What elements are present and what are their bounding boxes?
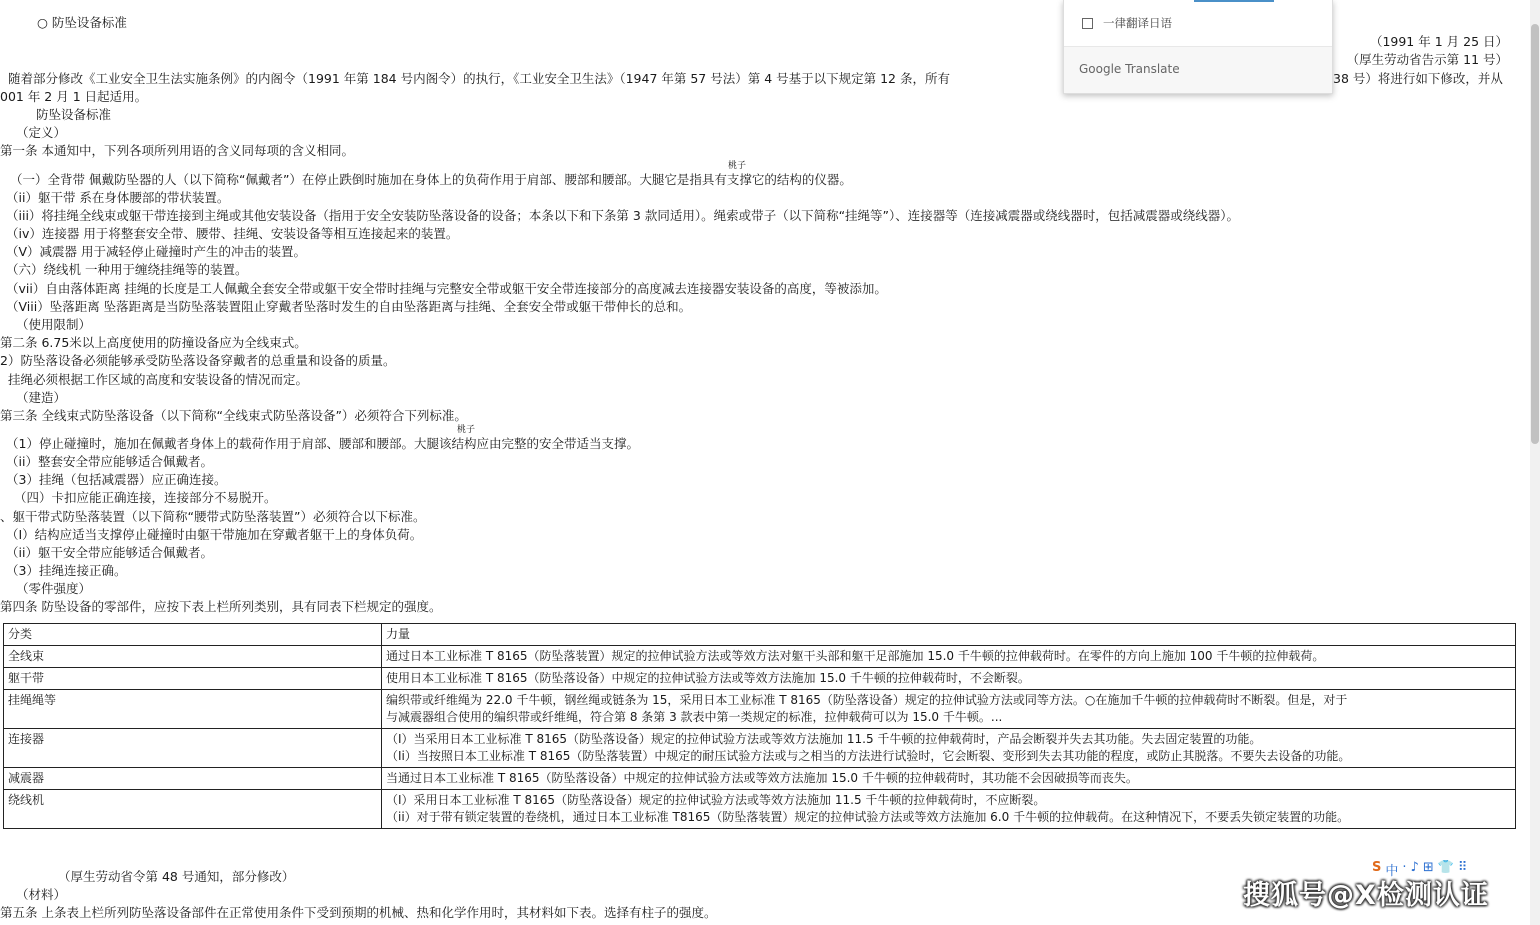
table-cell-category: 减震器 — [4, 768, 382, 790]
always-translate-checkbox[interactable] — [1082, 18, 1093, 29]
strength-line: 编织带或纤维绳为 22.0 千牛顿，钢丝绳或链条为 15，采用日本工业标准 T 8165（防坠落设备）规定的拉伸试验方法或同等方法。○在施加千牛顿的拉伸载荷时不断裂。但是，对于 — [386, 693, 1348, 707]
definition-4: （iv）连接器 用于将整套安全带、腰带、挂绳、安装设备等相互连接起来的装置。 — [6, 226, 459, 241]
section-materials: （材料） — [16, 887, 67, 902]
table-cell-category: 全线束 — [4, 646, 382, 668]
doc-title: 防坠设备标准 — [36, 107, 112, 122]
ime-punctuation-icon[interactable]: · — [1402, 860, 1407, 875]
sogou-ime-icon[interactable]: S — [1372, 860, 1382, 875]
strength-line: 当通过日本工业标准 T 8165（防坠落设备）中规定的拉伸试验方法或等效方法施加 15.0 千牛顿的拉伸载荷时，其功能不会因破损等而丧失。 — [386, 771, 1138, 785]
definition-7: （vii）自由落体距离 挂绳的长度是工人佩戴全套安全带或躯干安全带时挂绳与完整安全带或躯干安全带连接部分的高度减去连接器安装设备的高度，等被添加。 — [6, 281, 887, 296]
table-cell-category: 绕线机 — [4, 790, 382, 829]
article-3-para-2-item-1: （I）结构应适当支撑停止碰撞时由躯干带施加在穿戴者躯干上的身体负荷。 — [6, 527, 423, 542]
strength-line: （I）采用日本工业标准 T 8165（防坠落设备）规定的拉伸试验方法或等效方法施加 11.5 千牛顿的拉伸载荷时，不应断裂。 — [386, 793, 1046, 807]
popup-footer — [1064, 47, 1332, 93]
section-construction: （建造） — [16, 390, 67, 405]
table-row — [4, 768, 1516, 790]
strength-line: 通过日本工业标准 T 8165（防坠落装置）规定的拉伸试验方法或等效方法对躯干头部和躯干足部施加 15.0 千牛顿的拉伸载荷时。在零件的方向上施加 100 千牛顿的拉伸载荷。 — [386, 649, 1325, 663]
article-3-para-2-item-2: （ii）躯干安全带应能够适合佩戴者。 — [6, 545, 213, 560]
article-4: 第四条 防坠设备的零部件，应按下表上栏所列类别，具有同表下栏规定的强度。 — [0, 599, 442, 614]
doc-heading: ○ 防坠设备标准 — [37, 15, 127, 30]
watermark-text: 搜狐号@X检测认证 — [1243, 880, 1489, 911]
strength-line: （I）当采用日本工业标准 T 8165（防坠落设备）规定的拉伸试验方法或等效方法施加 11.5 千牛顿的拉伸载荷时，产品会断裂并失去其功能。失去固定装置的功能。 — [386, 732, 1262, 746]
ime-skin-icon[interactable]: 👕 — [1437, 860, 1454, 875]
article-5: 第五条 上条表上栏所列防坠落设备部件在正常使用条件下受到预期的机械、热和化学作用时，其材料如下表。选择有柱子的强度。 — [0, 905, 717, 920]
table-row — [4, 729, 1516, 768]
strength-table — [3, 623, 1516, 829]
translate-popup — [1063, 0, 1333, 94]
table-row — [4, 690, 1516, 729]
table-cell-category: 连接器 — [4, 729, 382, 768]
definition-2: （ii）躯干带 系在身体腰部的带状装置。 — [6, 190, 230, 205]
ime-menu-icon[interactable]: ⠿ — [1457, 860, 1468, 875]
table-cell-strength — [382, 646, 1516, 668]
definition-8: （Viii）坠落距离 坠落距离是当防坠落装置阻止穿戴者坠落时发生的自由坠落距离与挂绳、全套安全带或躯干带伸长的总和。 — [6, 299, 692, 314]
article-3-para-2: 、躯干带式防坠落装置（以下简称“腰带式防坠落装置”）必须符合以下标准。 — [0, 509, 426, 524]
always-translate-option[interactable] — [1082, 15, 1172, 31]
intro-line-1-end: 38 号）将进行如下修改，并从 — [1333, 71, 1503, 86]
table-footnote: （厚生劳动省令第 48 号通知，部分修改） — [58, 869, 295, 884]
table-row — [4, 790, 1516, 829]
ruby-annotation: 桃子 — [728, 161, 747, 171]
definition-1: （一）全背带 佩戴防坠器的人（以下简称“佩戴者”）在停止跌倒时施加在身体上的负荷作用于肩部、腰部和腰部。大腿它是指具有支撑它的结构的仪器。 — [10, 172, 852, 187]
table-cell-strength — [382, 790, 1516, 829]
definition-3: （iii）将挂绳全线束或躯干带连接到主绳或其他安装设备（指用于安全安装防坠落设备的设备；本条以下和下条第 3 款同适用）。绳索或带子（以下简称“挂绳等”）、连接器等（连接减震器或绕线器时，包括减震器或绕线器）。 — [6, 208, 1240, 223]
page-scrollbar[interactable] — [1530, 0, 1540, 925]
section-usage-limits: （使用限制） — [16, 317, 92, 332]
ime-voice-icon[interactable]: ♪ — [1410, 860, 1419, 875]
strength-line: 与减震器组合使用的编织带或纤维绳，符合第 8 条第 3 款表中第一类规定的标准，拉伸载荷可以为 15.0 千牛顿。... — [386, 710, 1003, 724]
ime-chinese-mode[interactable]: 中 — [1385, 864, 1399, 879]
article-2-para-2: 2）防坠落设备必须能够承受防坠落设备穿戴者的总重量和设备的质量。 — [0, 353, 396, 368]
scrollbar-thumb[interactable] — [1531, 24, 1539, 444]
article-1: 第一条 本通知中，下列各项所列用语的含义同每项的含义相同。 — [0, 143, 354, 158]
always-translate-label: 一律翻译日语 — [1103, 16, 1172, 30]
table-cell-strength — [382, 768, 1516, 790]
article-3-para-2-item-3: （3）挂绳连接正确。 — [6, 563, 127, 578]
section-definitions: （定义） — [16, 125, 67, 140]
table-cell-strength — [382, 668, 1516, 690]
article-3-item-1: （1）停止碰撞时，施加在佩戴者身体上的载荷作用于肩部、腰部和腰部。大腿该结构应由完整的安全带适当支撑。 — [6, 436, 639, 451]
table-cell-category: 挂绳绳等 — [4, 690, 382, 729]
article-3-item-3: （3）挂绳（包括减震器）应正确连接。 — [6, 472, 227, 487]
strength-line: （Ii）当按照日本工业标准 T 8165（防坠落装置）中规定的耐压试验方法或与之相当的方法进行试验时，它会断裂、变形到失去其功能的程度，或防止其脱落。不要失去设备的功能。 — [386, 749, 1351, 763]
article-3-item-2: （ii）整套安全带应能够适合佩戴者。 — [6, 454, 213, 469]
article-3-item-4: （四）卡扣应能正确连接，连接部分不易脱开。 — [14, 490, 277, 505]
popup-accent-bar — [1194, 0, 1274, 2]
table-row — [4, 646, 1516, 668]
table-cell-strength — [382, 690, 1516, 729]
table-header-row — [4, 624, 1516, 646]
table-cell-category: 躯干带 — [4, 668, 382, 690]
article-3: 第三条 全线束式防坠落设备（以下简称“全线束式防坠落设备”）必须符合下列标准。 — [0, 408, 467, 423]
strength-line: （ii）对于带有锁定装置的卷绕机，通过日本工业标准 T8165（防坠落装置）规定的拉伸试验方法或等效方法施加 6.0 千牛顿的拉伸载荷。在这种情况下，不要丢失锁定装置的功能。 — [386, 810, 1350, 824]
article-2-para-3: 挂绳必须根据工作区域的高度和安装设备的情况而定。 — [8, 372, 309, 387]
table-header-strength: 力量 — [382, 624, 1516, 646]
table-header-category: 分类 — [4, 624, 382, 646]
table-row — [4, 668, 1516, 690]
table-cell-strength — [382, 729, 1516, 768]
section-parts-strength: （零件强度） — [16, 581, 92, 596]
strength-line: 使用日本工业标准 T 8165（防坠落设备）中规定的拉伸试验方法或等效方法施加 15.0 千牛顿的拉伸载荷时，不会断裂。 — [386, 671, 1030, 685]
definition-6: （六）绕线机 一种用于缠绕挂绳等的装置。 — [6, 262, 248, 277]
ruby-annotation-2: 桃子 — [457, 425, 476, 435]
intro-line-1: 随着部分修改《工业安全卫生法实施条例》的内阁令（1991 年第 184 号内阁令）的执行，《工业安全卫生法》（1947 年第 57 号法）第 4 号基于以下规定第 12 条，所有 — [8, 71, 950, 86]
definition-5: （V）减震器 用于减轻停止碰撞时产生的冲击的装置。 — [6, 244, 307, 259]
article-2: 第二条 6.75米以上高度使用的防撞设备应为全线束式。 — [0, 335, 307, 350]
doc-date: （1991 年 1 月 25 日） — [1369, 34, 1508, 49]
doc-notice-number: （厚生劳动省告示第 11 号） — [1346, 52, 1508, 67]
intro-line-2: 001 年 2 月 1 日起适用。 — [0, 89, 148, 104]
ime-keyboard-icon[interactable]: ⊞ — [1422, 860, 1434, 875]
google-translate-logo: Google Translate — [1079, 62, 1180, 76]
